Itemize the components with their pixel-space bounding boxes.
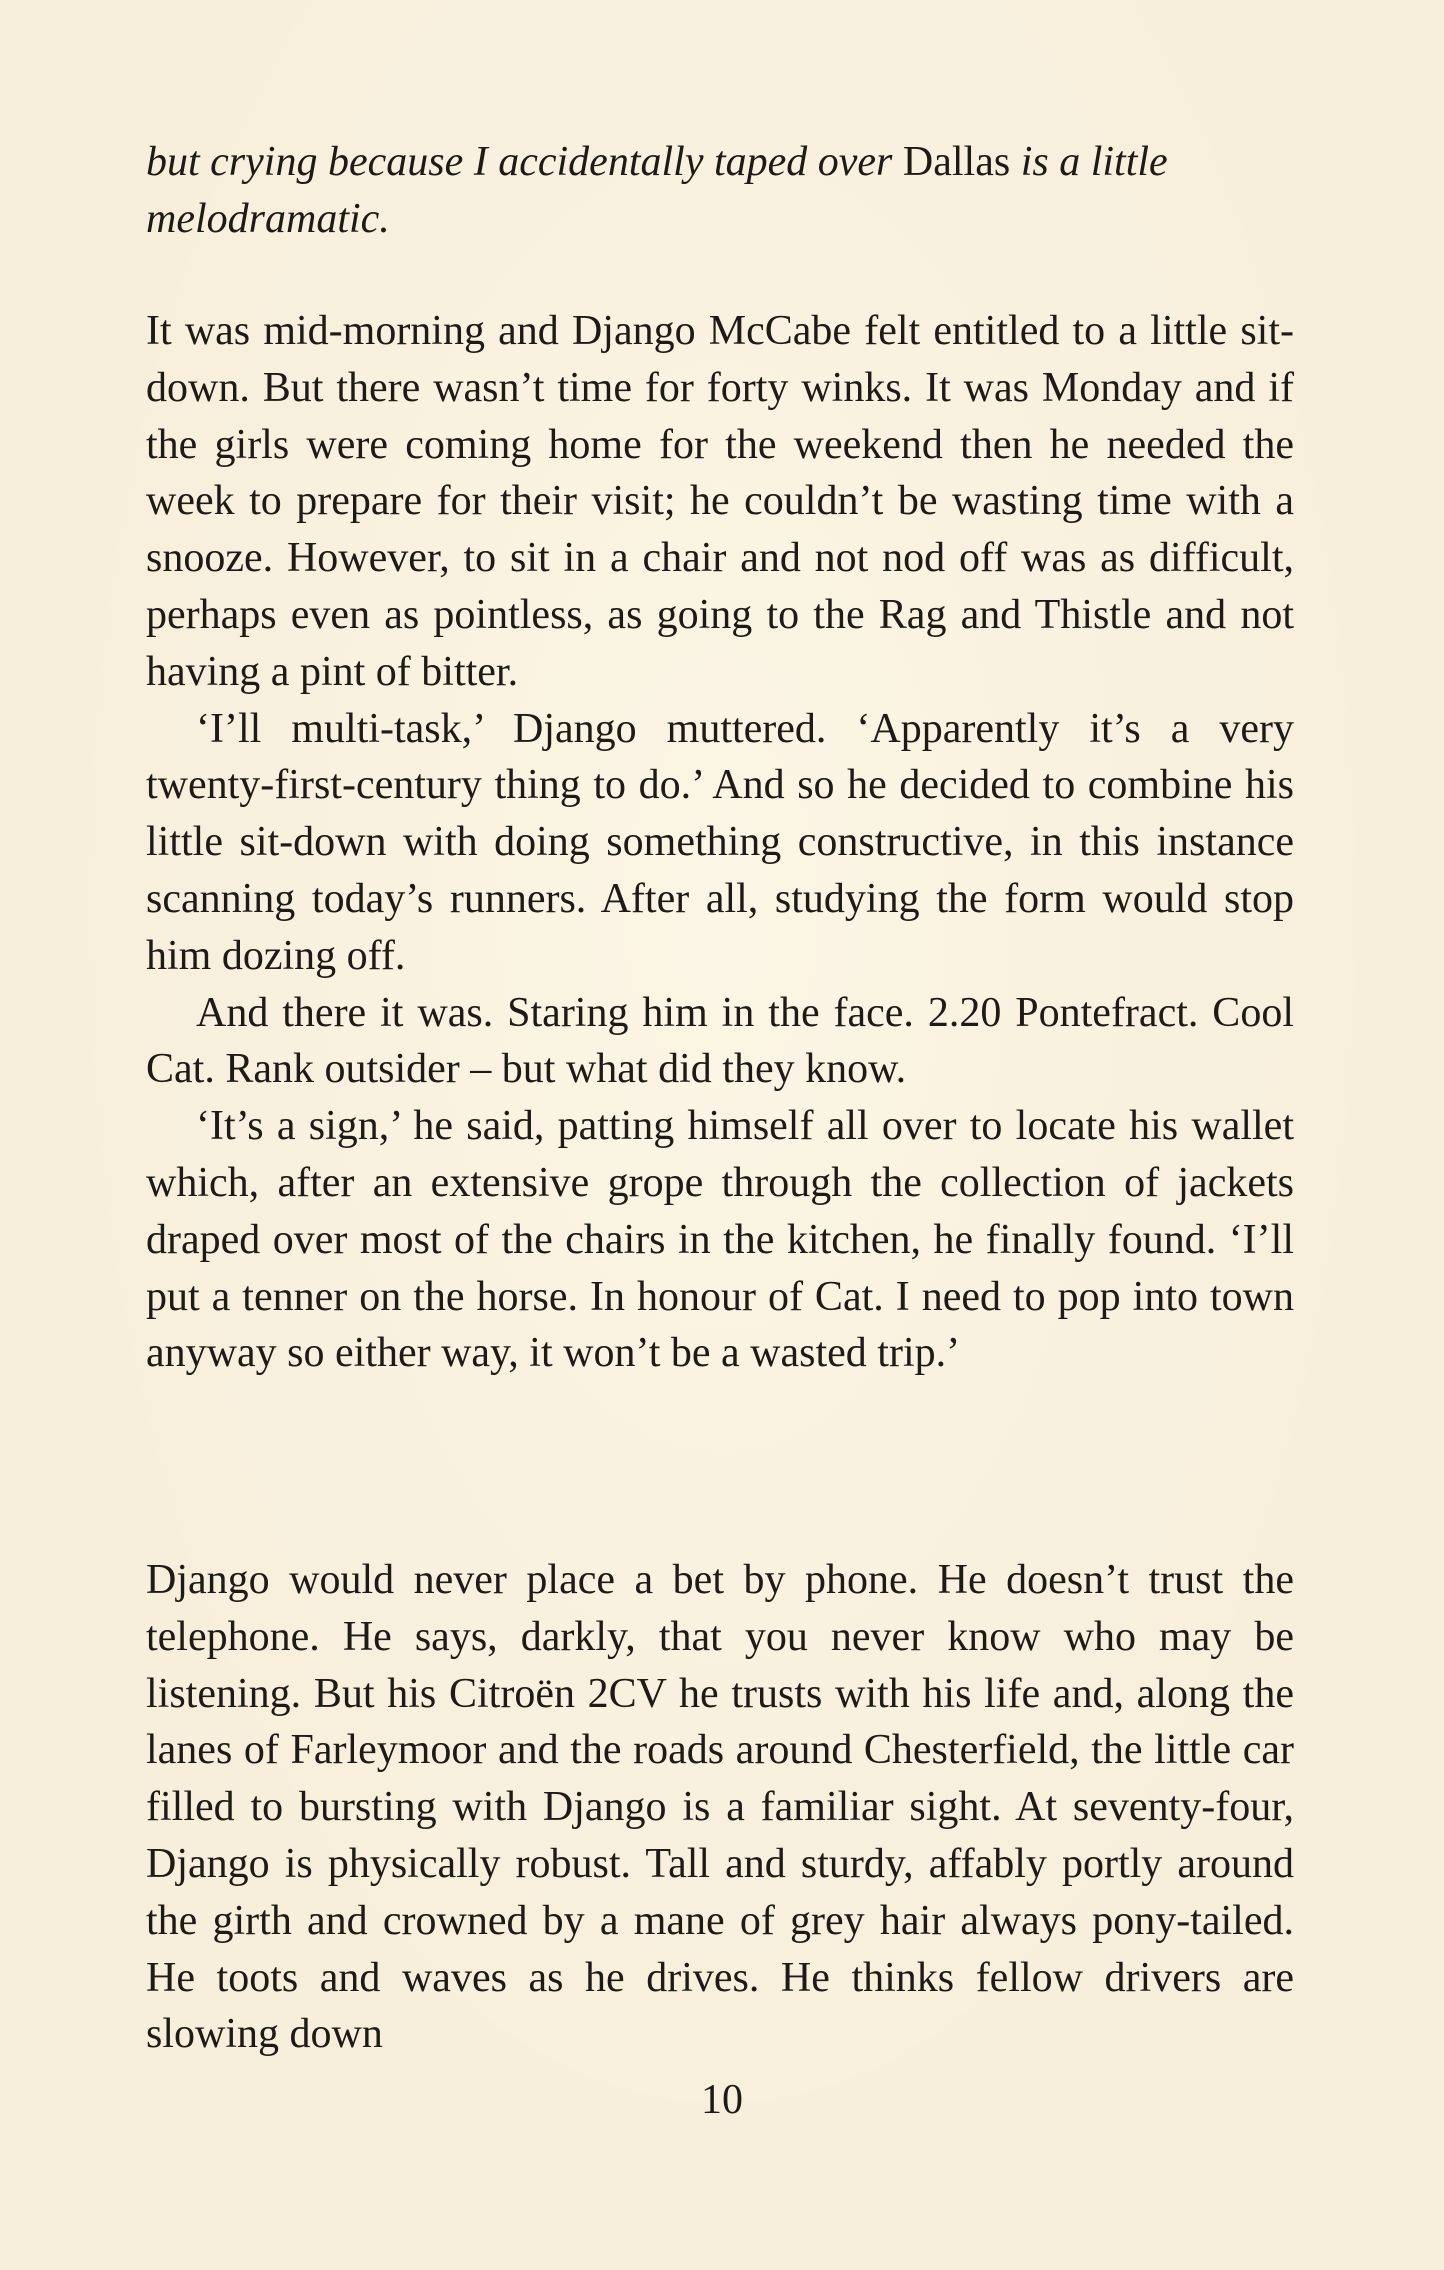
paragraph-3: And there it was. Staring him in the face. 2.20 Pontefract. Cool Cat. Rank outsider – but what did they know. (146, 989, 1294, 1093)
section-one (146, 303, 1294, 1382)
page-number: 10 (701, 2077, 743, 2123)
paragraph-1: It was mid-morning and Django McCabe felt entitled to a little sit-down. But there wasn’t time for forty winks. It was Monday and if the girls were coming home for the weekend then he needed the week to prepare for their visit; he couldn’t be wasting time with a snooze. However, to sit in a chair and not nod off was as difficult, perhaps even as pointless, as going to the Rag and Thistle and not having a pint of bitter. (146, 308, 1294, 695)
paragraph-4: ‘It’s a sign,’ he said, patting himself all over to locate his wallet which, after an extensive grope through the collection of jackets draped over most of the chairs in the kitchen, he finally found. ‘I’ll put a tenner on the horse. In honour of Cat. I need to pop into town anyway so either way, it won’t be a wasted trip.’ (146, 1103, 1294, 1377)
epigraph-paragraph (146, 134, 1294, 248)
epigraph-show-title: Dallas (902, 139, 1011, 185)
paragraph-5: Django would never place a bet by phone. He doesn’t trust the telephone. He says, darkly, that you never know who may be listening. But his Citroën 2CV he trusts with his life and, along the lanes of Farleymoor and the roads around Chesterfield, the little car filled to bursting with Django is a familiar sight. At seventy-four, Django is physically robust. Tall and sturdy, affably portly around the girth and crowned by a mane of grey hair always pony-tailed. He toots and waves as he drives. He thinks fellow drivers are slowing down (146, 1557, 1294, 2058)
epigraph-text-start: but crying because I accidentally taped over (146, 139, 903, 185)
paragraph-2: ‘I’ll multi-task,’ Django muttered. ‘Apparently it’s a very twenty-first-century thing to do.’ And so he decided to combine his little sit-down with doing something constructive, in this instance scanning today’s runners. After all, studying the form would stop him dozing off. (146, 705, 1294, 979)
section-two (146, 1552, 1294, 2063)
epigraph (146, 134, 1294, 248)
epigraph-text-end: is a little melodramatic. (146, 139, 1168, 242)
